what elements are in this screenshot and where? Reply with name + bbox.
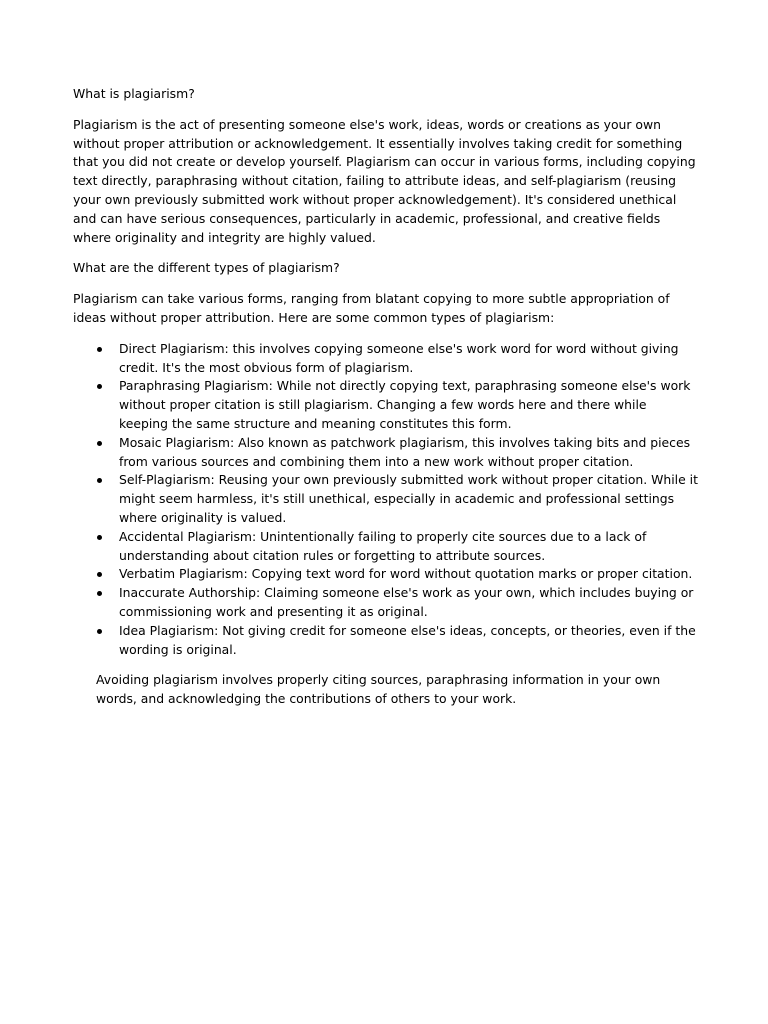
- list-item: [73, 377, 698, 433]
- bullet-icon: [97, 347, 102, 352]
- list-item: [73, 528, 698, 566]
- bullet-icon: [97, 629, 102, 634]
- list-item-text: Direct Plagiarism: this involves copying someone else's work word for word without giving credit. It's the most obvious form of plagiarism.: [119, 340, 679, 375]
- list-item: [73, 622, 698, 660]
- list-item: [73, 434, 698, 472]
- bullet-icon: [97, 384, 102, 389]
- list-item-text: Paraphrasing Plagiarism: While not directly copying text, paraphrasing someone else's work without proper citation is still plagiarism. Changing a few words here and there while keeping the same structure and meaning constitutes this form.: [119, 378, 691, 431]
- question-heading-types: What are the different types of plagiarism?: [73, 260, 340, 276]
- list-item-text: Self-Plagiarism: Reusing your own previously submitted work without proper citation. While it might seem harmless, it's still unethical, especially in academic and professional settings where originality is valued.: [119, 472, 698, 525]
- closing-paragraph: Avoiding plagiarism involves properly citing sources, paraphrasing information in your own words, and acknowledging the contributions of others to your work.: [96, 672, 661, 707]
- bullet-icon: [97, 535, 102, 540]
- list-item: [73, 565, 698, 584]
- question-heading-what-is: What is plagiarism?: [73, 86, 195, 101]
- list-item: [73, 340, 698, 378]
- types-intro-paragraph: Plagiarism can take various forms, ranging from blatant copying to more subtle appropriation of ideas without proper attribution. Here are some common types of plagiarism:: [73, 291, 670, 325]
- list-item-text: Inaccurate Authorship: Claiming someone else's work as your own, which includes buying or commissioning work and presenting it as original.: [119, 585, 694, 619]
- list-item-text: Accidental Plagiarism: Unintentionally failing to properly cite sources due to a lack of understanding about citation rules or forgetting to attribute sources.: [119, 528, 647, 563]
- bullet-icon: [97, 478, 102, 483]
- list-item-text: Idea Plagiarism: Not giving credit for someone else's ideas, concepts, or theories, even if the wording is original.: [119, 622, 696, 657]
- bullet-icon: [97, 572, 102, 577]
- definition-paragraph: Plagiarism is the act of presenting someone else's work, ideas, words or creations as your own without proper attribution or acknowledgement. It essentially involves taking credit for something that you did not create or develop yourself. Plagiarism can occur in various forms, including copying text directly, paraphrasing without citation, failing to attribute ideas, and self-plagiarism (reusing your own previously submitted work without proper acknowledgement). It's considered unethical and can have serious consequences, particularly in academic, professional, and creative fields where originality and integrity are highly valued.: [73, 116, 696, 245]
- bullet-icon: [97, 591, 102, 596]
- list-item: [73, 471, 698, 527]
- list-item-text: Verbatim Plagiarism: Copying text word for word without quotation marks or proper citation.: [119, 566, 693, 582]
- bullet-icon: [97, 441, 102, 446]
- types-list: [73, 340, 698, 660]
- list-item: [73, 584, 698, 622]
- list-item-text: Mosaic Plagiarism: Also known as patchwork plagiarism, this involves taking bits and pieces from various sources and combining them into a new work without proper citation.: [119, 434, 691, 469]
- document-page: [73, 85, 698, 709]
